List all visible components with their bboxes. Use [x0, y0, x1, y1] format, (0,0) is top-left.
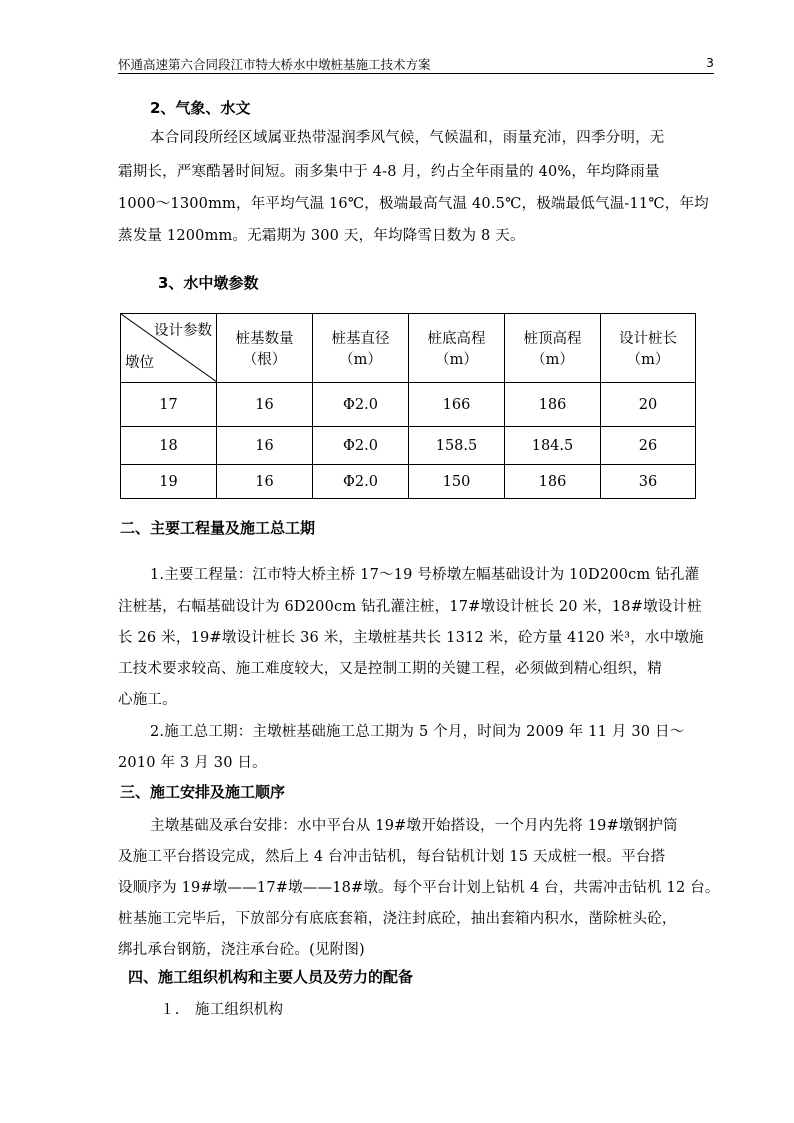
diagonal-header-cell	[121, 314, 217, 383]
weather-line-3: 1000～1300mm，年平均气温 16℃，极端最高气温 40.5℃，极端最低气温-11℃，年均	[118, 196, 709, 212]
header-title: 怀通高速第六合同段江市特大桥水中墩桩基施工技术方案	[118, 57, 431, 72]
corner-label-pier: 墩位	[125, 355, 154, 371]
weather-line-2: 霜期长，严寒酷暑时间短。雨多集中于 4-8 月，约占全年雨量的 40%，年均降雨量	[118, 164, 660, 180]
quantities-line-1: 1.主要工程量：江市特大桥主桥 17～19 号桥墩左幅基础设计为 10D200cm 钻孔灌	[150, 567, 700, 583]
heading-weather: 2、气象、水文	[150, 99, 251, 117]
table-cell: Φ2.0	[313, 427, 409, 465]
table-cell: 20	[601, 383, 696, 427]
weather-line-4: 蒸发量 1200mm。无霜期为 300 天，年均降雪日数为 8 天。	[118, 228, 525, 244]
quantities-line-2: 注桩基，右幅基础设计为 6D200cm 钻孔灌注桩，17#墩设计桩长 20 米，18#墩设计桩	[118, 599, 702, 615]
pier-parameter-table	[120, 313, 696, 499]
arrangement-line-4: 桩基施工完毕后，下放部分有底底套箱，浇注封底砼，抽出套箱内积水，凿除桩头砼，	[118, 911, 677, 927]
table-cell: 150	[409, 465, 505, 499]
table-cell: Φ2.0	[313, 383, 409, 427]
col-header: 设计桩长 （m）	[601, 314, 696, 383]
quantities-line-5: 心施工。	[118, 692, 177, 708]
page-number: 3	[706, 55, 714, 70]
table-cell: 186	[505, 383, 601, 427]
table-cell: 166	[409, 383, 505, 427]
table-cell: 16	[217, 427, 313, 465]
table-cell: 16	[217, 465, 313, 499]
arrangement-line-1: 主墩基础及承台安排：水中平台从 19#墩开始搭设，一个月内先将 19#墩钢护筒	[150, 818, 678, 834]
table-cell: 17	[121, 383, 217, 427]
heading-pier-params: 3、水中墩参数	[158, 274, 259, 292]
table-row	[121, 427, 696, 465]
col-header: 桩顶高程 （m）	[505, 314, 601, 383]
table-cell: Φ2.0	[313, 465, 409, 499]
heading-arrangement: 三、施工安排及施工顺序	[120, 783, 286, 801]
table-cell: 18	[121, 427, 217, 465]
heading-quantities: 二、主要工程量及施工总工期	[120, 519, 316, 537]
table-row	[121, 383, 696, 427]
page-header	[118, 55, 714, 74]
table-cell: 186	[505, 465, 601, 499]
table-cell: 36	[601, 465, 696, 499]
subsection-title: 施工组织机构	[195, 1002, 284, 1018]
table-header-row	[121, 314, 696, 383]
arrangement-line-2: 及施工平台搭设完成，然后上 4 台冲击钻机，每台钻机计划 15 天成桩一根。平台搭	[118, 849, 666, 865]
quantities-line-3: 长 26 米，19#墩设计桩长 36 米，主墩桩基共长 1312 米，砼方量 4120 米³，水中墩施	[118, 630, 704, 646]
col-header: 桩基直径 （m）	[313, 314, 409, 383]
corner-label-params: 设计参数	[154, 323, 212, 339]
schedule-line-1: 2.施工总工期：主墩桩基础施工总工期为 5 个月，时间为 2009 年 11 月 30 日～	[150, 724, 685, 740]
arrangement-line-3: 设顺序为 19#墩——17#墩——18#墩。每个平台计划上钻机 4 台，共需冲击钻机 12 台。	[118, 880, 720, 896]
col-header: 桩底高程 （m）	[409, 314, 505, 383]
weather-line-1: 本合同段所经区域属亚热带湿润季风气候，气候温和，雨量充沛，四季分明，无	[150, 130, 665, 146]
heading-organization: 四、施工组织机构和主要人员及劳力的配备	[128, 968, 414, 986]
table-row	[121, 465, 696, 499]
col-header: 桩基数量 （根）	[217, 314, 313, 383]
arrangement-line-5: 绑扎承台钢筋，浇注承台砼。(见附图)	[118, 942, 365, 958]
subsection-number: １.	[160, 1002, 180, 1018]
table-cell: 158.5	[409, 427, 505, 465]
table-cell: 19	[121, 465, 217, 499]
schedule-line-2: 2010 年 3 月 30 日。	[118, 755, 267, 771]
table-cell: 26	[601, 427, 696, 465]
table-cell: 184.5	[505, 427, 601, 465]
quantities-line-4: 工技术要求较高、施工难度较大，又是控制工期的关键工程，必须做到精心组织，精	[118, 661, 662, 677]
table-cell: 16	[217, 383, 313, 427]
